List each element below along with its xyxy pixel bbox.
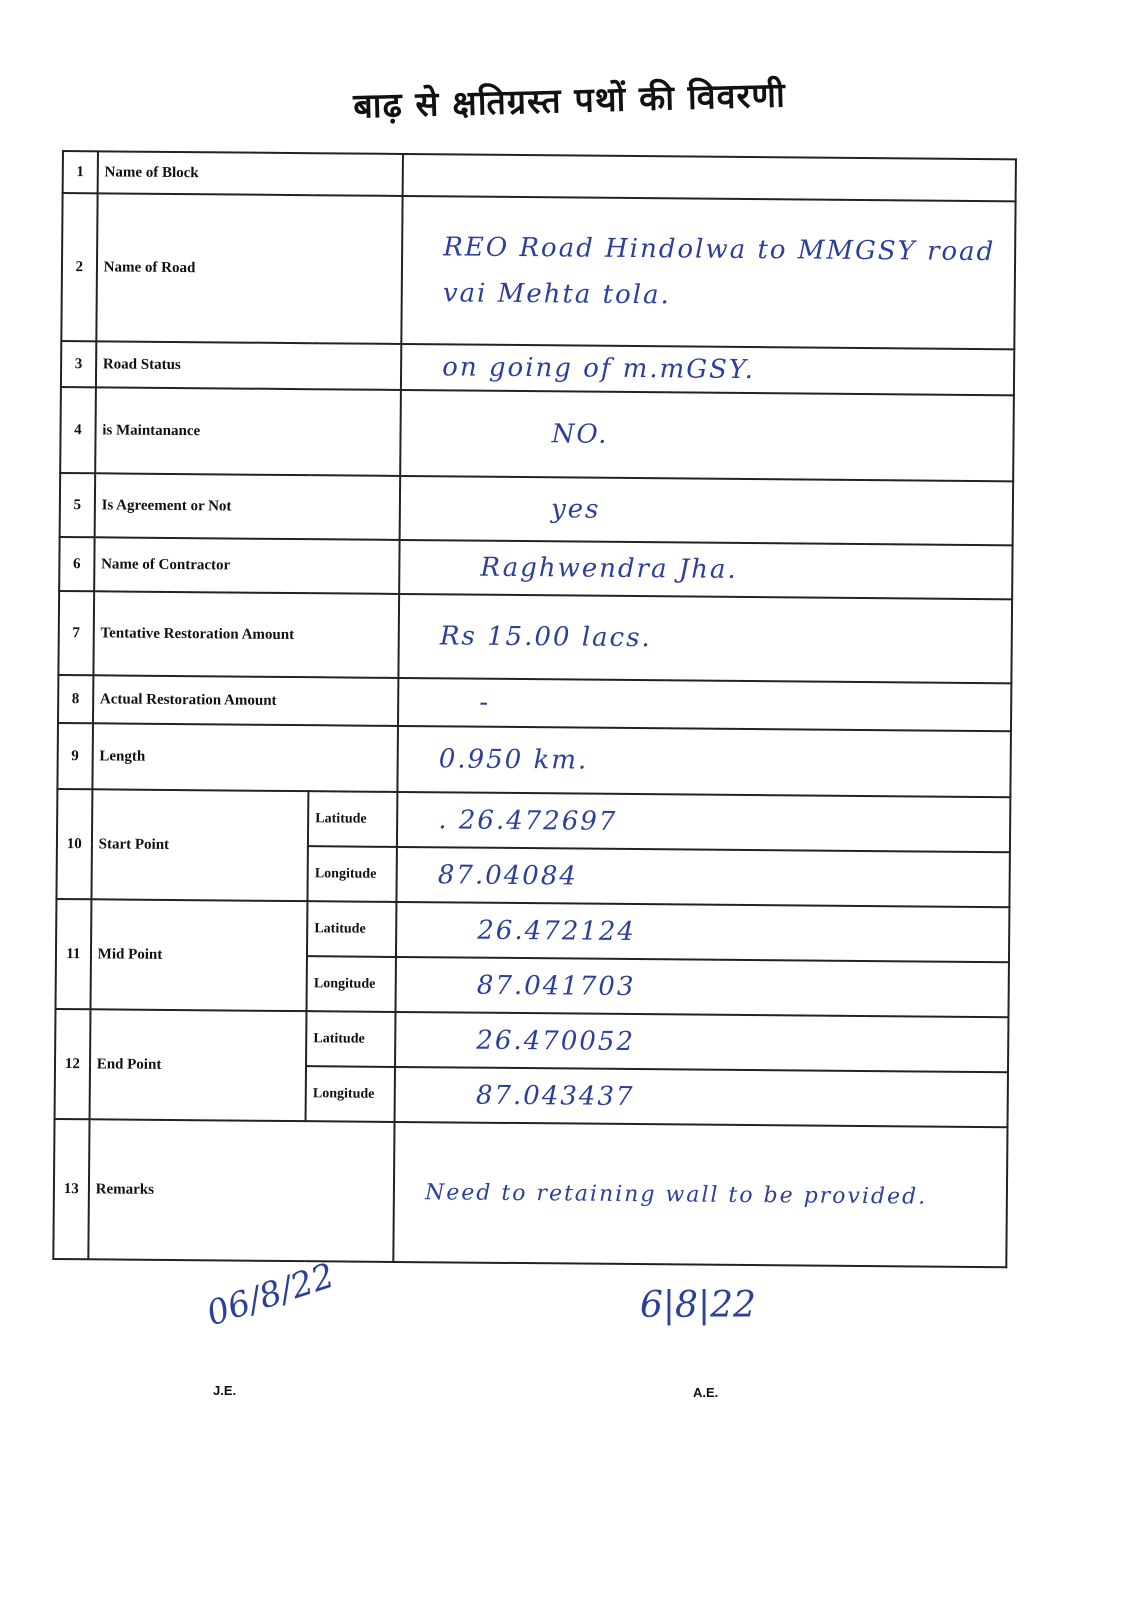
row-label: Length: [92, 723, 398, 792]
longitude-value: 87.043437: [395, 1067, 1008, 1127]
je-label: J.E.: [213, 1383, 237, 1398]
table-row: [56, 899, 1009, 962]
row-number: 3: [61, 341, 96, 387]
row-number: 7: [58, 591, 93, 675]
latitude-value: 26.472124: [396, 902, 1009, 962]
row-number: 12: [55, 1009, 91, 1119]
row-label: Road Status: [96, 341, 402, 390]
row-label: Actual Restoration Amount: [93, 675, 399, 726]
row-value: Need to retaining wall to be provided.: [393, 1122, 1007, 1267]
row-number: 10: [56, 789, 92, 899]
latitude-value: 26.470052: [395, 1012, 1008, 1072]
latitude-label: Latitude: [306, 1011, 395, 1067]
table-row: [57, 789, 1010, 852]
row-label: Start Point: [91, 789, 308, 901]
row-label: Mid Point: [90, 899, 307, 1011]
row-label: Name of Block: [97, 151, 403, 196]
table-row: [58, 675, 1011, 731]
table-row: [61, 341, 1014, 395]
longitude-value: 87.04084: [397, 847, 1010, 907]
row-value: 0.950 km.: [398, 726, 1011, 797]
je-signature: 06/8/22: [202, 1255, 340, 1335]
row-label: End Point: [89, 1009, 306, 1121]
row-value: yes: [400, 476, 1013, 545]
row-label: Is Agreement or Not: [94, 473, 400, 540]
document-title: बाढ़ से क्षतिग्रस्त पथों की विवरणी: [352, 75, 787, 127]
row-label: Remarks: [88, 1119, 395, 1262]
row-label: Tentative Restoration Amount: [93, 591, 399, 678]
row-label: Name of Road: [96, 193, 403, 344]
latitude-label: Latitude: [307, 901, 396, 957]
longitude-label: Longitude: [306, 1066, 395, 1122]
row-label: Name of Contractor: [94, 537, 400, 594]
row-value: [403, 154, 1016, 201]
row-value: REO Road Hindolwa to MMGSY road vai Mehta tola.: [401, 196, 1015, 349]
row-number: 13: [53, 1119, 89, 1259]
row-value: Rs 15.00 lacs.: [399, 594, 1013, 683]
longitude-label: Longitude: [308, 846, 397, 902]
latitude-value: . 26.472697: [397, 792, 1010, 852]
table-row: [60, 387, 1014, 481]
table-row: [55, 1009, 1008, 1072]
table-row: [60, 473, 1014, 545]
row-number: 1: [63, 151, 98, 193]
longitude-label: Longitude: [307, 956, 396, 1012]
row-number: 4: [60, 387, 95, 473]
row-number: 11: [56, 899, 92, 1009]
row-value: NO.: [400, 390, 1014, 481]
row-number: 6: [59, 537, 94, 591]
row-value: Raghwendra Jha.: [399, 540, 1012, 599]
table-row: [53, 1119, 1007, 1267]
table-row: [57, 723, 1011, 797]
row-number: 2: [61, 193, 97, 341]
row-value: on going of m.mGSY.: [401, 344, 1014, 395]
row-number: 8: [58, 675, 93, 723]
row-number: 9: [57, 723, 92, 789]
row-label: is Maintanance: [95, 387, 401, 476]
row-value: -: [398, 678, 1011, 731]
road-details-table: [52, 150, 1017, 1268]
table-row: [59, 537, 1012, 599]
ae-signature: 6|8|22: [640, 1285, 756, 1326]
table-row: [58, 591, 1012, 683]
table-row: [61, 193, 1015, 349]
longitude-value: 87.041703: [396, 957, 1009, 1017]
ae-label: A.E.: [693, 1385, 719, 1400]
row-number: 5: [60, 473, 95, 537]
latitude-label: Latitude: [308, 791, 397, 847]
